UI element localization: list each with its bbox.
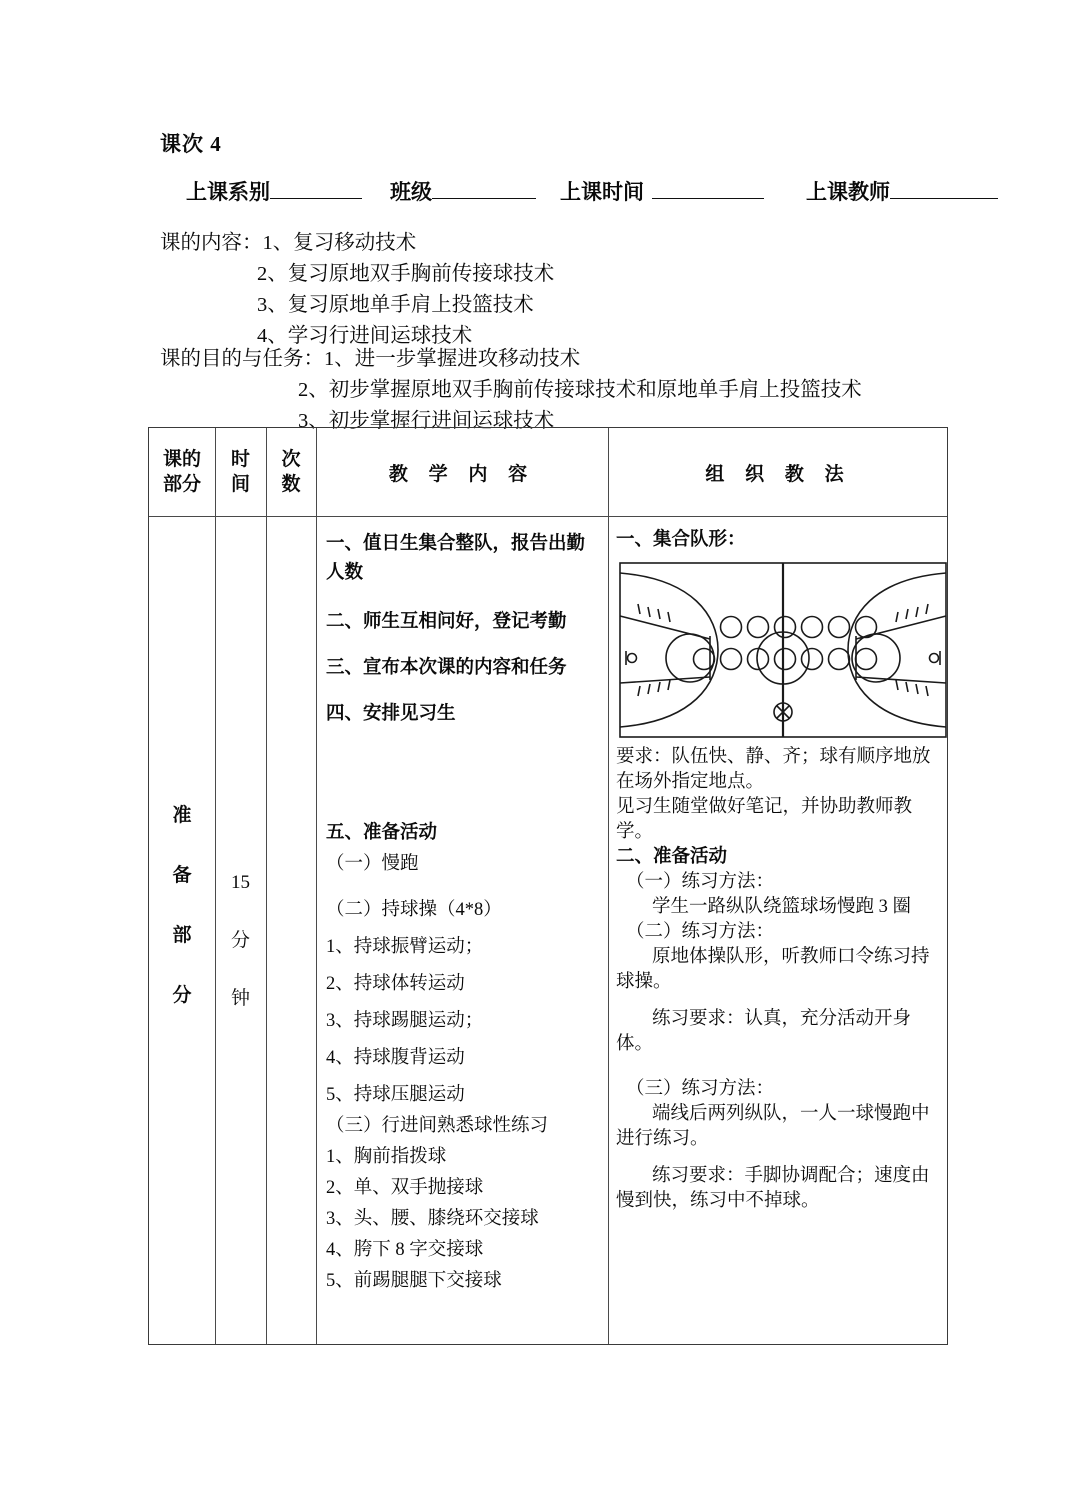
- course-aims-item-3: 3、初步掌握行进间运球技术: [298, 410, 555, 432]
- part-vertical-text: [149, 786, 215, 1026]
- method-item-3: 见习生随堂做好笔记，并协助教师教学。: [616, 797, 913, 842]
- course-aims-item-2: 2、初步掌握原地双手胸前传接球技术和原地单手肩上投篮技术: [298, 379, 862, 401]
- part-char-3: 部: [172, 925, 192, 946]
- method-item-12: 练习要求：手脚协调配合；速度由慢到快，练习中不掉球。: [616, 1166, 930, 1211]
- part-char-4: 分: [172, 985, 192, 1006]
- content-item-14: 1、胸前指拨球: [326, 1147, 447, 1167]
- course-content-label: 课的内容：: [160, 232, 263, 254]
- table-header-content: 教 学 内 容: [388, 463, 536, 485]
- content-item-16: 3、头、腰、膝绕环交接球: [326, 1209, 539, 1229]
- method-item-5: （一）练习方法：: [626, 872, 775, 892]
- content-item-8: 1、持球振臂运动；: [326, 937, 484, 957]
- course-content-block: [160, 228, 554, 352]
- lesson-plan-table: [148, 427, 948, 1345]
- course-content-line-1: [160, 228, 554, 259]
- content-item-10: 3、持球踢腿运动；: [326, 1011, 484, 1031]
- course-aims-item-1: 1、进一步掌握进攻移动技术: [324, 348, 581, 370]
- method-item-2: 要求：队伍快、静、齐；球有顺序地放在场外指定地点。: [616, 747, 931, 792]
- course-content-item-2: 2、复习原地双手胸前传接球技术: [257, 263, 555, 285]
- method-item-9: 练习要求：认真，充分活动开身体。: [616, 1009, 912, 1054]
- table-cell-part: [149, 516, 215, 1344]
- field-blank-teacher[interactable]: [890, 198, 998, 199]
- field-blank-department[interactable]: [270, 198, 362, 199]
- content-item-4: 四、安排见习生: [326, 704, 456, 724]
- lesson-number: 课次 4: [160, 132, 222, 156]
- table-cell-method: [608, 516, 949, 1344]
- method-item-1: 一、集合队形：: [616, 530, 746, 550]
- table-cell-time: [215, 516, 266, 1344]
- course-aims-line-1: [160, 344, 862, 375]
- content-item-15: 2、单、双手抛接球: [326, 1178, 484, 1198]
- content-item-9: 2、持球体转运动: [326, 974, 465, 994]
- method-item-4: 二、准备活动: [616, 847, 728, 867]
- field-blank-time[interactable]: [652, 198, 764, 199]
- content-item-5: 五、准备活动: [326, 823, 438, 843]
- table-header-count: [266, 428, 316, 516]
- course-aims-label: 课的目的与任务：: [160, 348, 324, 370]
- course-aims-block: [160, 344, 862, 437]
- method-item-6: 学生一路纵队绕篮球场慢跑 3 圈: [652, 897, 912, 917]
- method-item-7: （二）练习方法：: [626, 922, 775, 942]
- time-char-2: 分: [230, 930, 250, 951]
- time-vertical-text: [215, 854, 266, 1028]
- content-item-18: 5、前踢腿腿下交接球: [326, 1271, 502, 1291]
- method-item-10: （三）练习方法：: [626, 1079, 775, 1099]
- time-char-3: 钟: [230, 988, 250, 1009]
- method-item-8: 原地体操队形，听教师口令练习持球操。: [616, 947, 930, 992]
- table-header-time: [215, 428, 266, 516]
- header-fields-row: [186, 176, 998, 206]
- course-content-item-1: 1、复习移动技术: [262, 232, 417, 254]
- method-item-11: 端线后两列纵队，一人一球慢跑中进行练习。: [616, 1104, 930, 1149]
- table-header-method: 组 织 教 法: [705, 463, 852, 485]
- content-item-7: （二）持球操（4*8）: [326, 900, 502, 920]
- table-header-time-line2: 间: [230, 474, 250, 495]
- part-char-2: 备: [172, 865, 192, 886]
- field-label-department: 上课系别: [186, 180, 270, 204]
- content-item-1: 一、值日生集合整队，报告出勤人数: [326, 534, 586, 583]
- court-svg: [618, 561, 948, 739]
- table-header-time-line1: 时: [230, 449, 250, 470]
- field-label-teacher: 上课教师: [806, 180, 890, 204]
- content-item-11: 4、持球腹背运动: [326, 1048, 465, 1068]
- content-item-17: 4、胯下 8 字交接球: [326, 1240, 484, 1260]
- table-header-part-line1: 课的: [162, 449, 201, 470]
- table-header-count-line2: 数: [281, 474, 301, 495]
- time-char-1: 15: [231, 872, 250, 893]
- table-header-part: [149, 428, 215, 516]
- part-char-1: 准: [172, 805, 192, 826]
- field-label-class: 班级: [390, 180, 432, 204]
- field-label-time: 上课时间: [560, 180, 644, 204]
- course-content-item-4: 4、学习行进间运球技术: [257, 325, 473, 347]
- organization-method-list: [608, 516, 949, 1214]
- field-blank-class[interactable]: [432, 198, 536, 199]
- table-cell-count: [266, 516, 316, 1344]
- content-item-12: 5、持球压腿运动: [326, 1085, 465, 1105]
- basketball-court-diagram: [618, 561, 945, 739]
- content-item-13: （三）行进间熟悉球性练习: [326, 1116, 549, 1136]
- content-item-2: 二、师生互相问好，登记考勤: [326, 612, 567, 632]
- table-header-part-line2: 部分: [162, 474, 201, 495]
- teaching-content-list: [316, 516, 608, 1293]
- table-cell-content: [316, 516, 608, 1344]
- table-header-count-line1: 次: [281, 449, 301, 470]
- course-content-item-3: 3、复习原地单手肩上投篮技术: [257, 294, 534, 316]
- content-item-3: 三、宣布本次课的内容和任务: [326, 658, 567, 678]
- content-item-6: （一）慢跑: [326, 854, 419, 874]
